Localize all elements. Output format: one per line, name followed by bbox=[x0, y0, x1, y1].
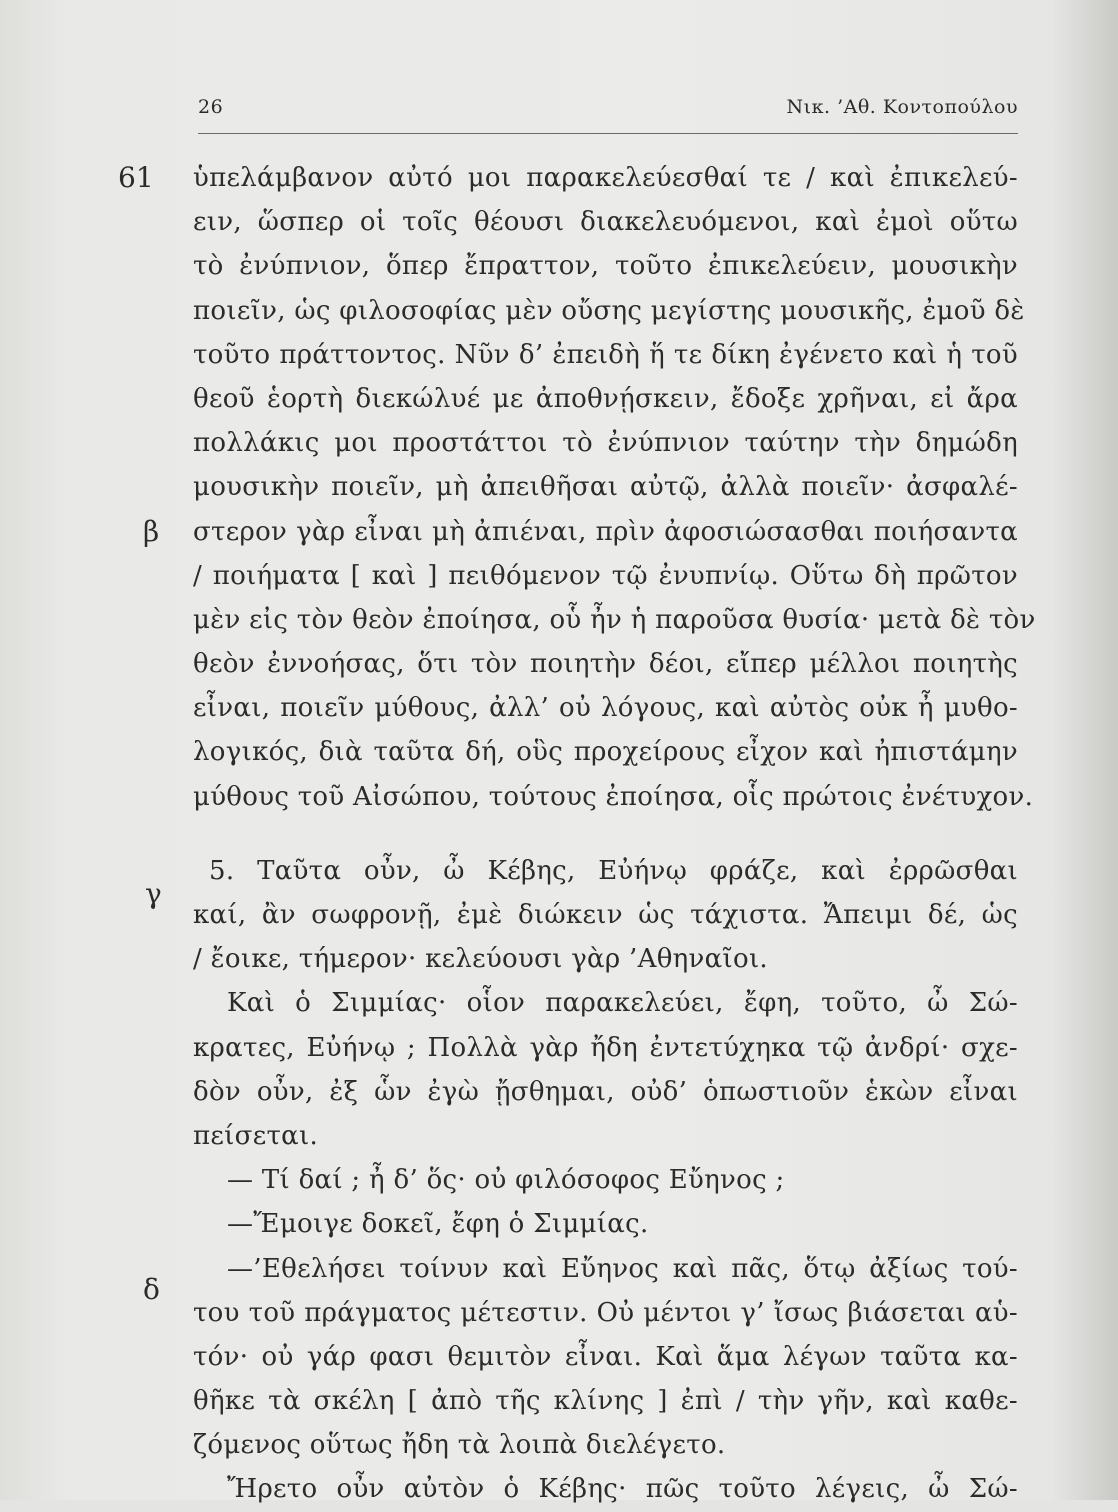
text-line: / ποιήματα [ καὶ ] πειθόμενον τῷ ἐνυπνίῳ. Οὕτω δὴ πρῶτον bbox=[193, 560, 1018, 591]
header-rule bbox=[198, 133, 1018, 134]
text-line: τοῦτο πράττοντος. Νῦν δ’ ἐπειδὴ ἥ τε δίκη ἐγένετο καὶ ἡ τοῦ bbox=[193, 339, 1018, 370]
text-line: πείσεται. bbox=[193, 1120, 319, 1151]
running-title: Νικ. ’Αθ. Κοντοπούλου bbox=[786, 96, 1018, 118]
margin-marker-d: δ bbox=[143, 1273, 160, 1306]
main-text bbox=[193, 156, 1036, 1512]
page-number: 26 bbox=[198, 96, 224, 118]
text-line: πολλάκις μοι προστάττοι τὸ ἐνύπνιον ταύτην τὴν δημώδη bbox=[193, 428, 1018, 459]
text-line: στερον γὰρ εἶναι μὴ ἀπιέναι, πρὶν ἀφοσιώσασθαι ποιήσαντα bbox=[193, 516, 1018, 547]
text-line: θεοῦ ἑορτὴ διεκώλυέ με ἀποθνῄσκειν, ἔδοξε χρῆναι, εἰ ἄρα bbox=[193, 383, 1018, 414]
text-line: μὲν εἰς τὸν θεὸν ἐποίησα, οὗ ἦν ἡ παροῦσα θυσία· μετὰ δὲ τὸν bbox=[193, 604, 1036, 635]
dialogue-line: — Τί δαί ; ἦ δ’ ὅς· οὐ φιλόσοφος Εὔηνος ; bbox=[227, 1165, 785, 1196]
dialogue-line: —Ἔμοιγε δοκεῖ, ἔφη ὁ Σιμμίας. bbox=[227, 1209, 649, 1240]
text-line: ποιεῖν, ὡς φιλοσοφίας μὲν οὔσης μεγίστης μουσικῆς, ἐμοῦ δὲ bbox=[193, 295, 1025, 326]
text-line: θῆκε τὰ σκέλη [ ἀπὸ τῆς κλίνης ] ἐπὶ / τὴν γῆν, καὶ καθε- bbox=[193, 1386, 1018, 1417]
text-line: του τοῦ πράγματος μέτεστιν. Οὐ μέντοι γ’ ἴσως βιάσεται αὑ- bbox=[193, 1297, 1018, 1328]
text-line: δὸν οὖν, ἐξ ὧν ἐγὼ ᾔσθημαι, οὐδ’ ὁπωστιοῦν ἑκὼν εἶναι bbox=[193, 1076, 1018, 1107]
paragraph-start: Καὶ ὁ Σιμμίας· οἷον παρακελεύει, ἔφη, τοῦτο, ὦ Σώ- bbox=[227, 988, 1018, 1019]
page-header bbox=[198, 96, 1018, 124]
text-line: εἶναι, ποιεῖν μύθους, ἀλλ’ οὐ λόγους, καὶ αὐτὸς οὐκ ἦ μυθο- bbox=[193, 693, 1018, 724]
text-line: λογικός, διὰ ταῦτα δή, οὓς προχείρους εἶχον καὶ ἠπιστάμην bbox=[193, 737, 1018, 768]
margin-marker-b: β bbox=[143, 515, 160, 548]
text-line: / ἔοικε, τήμερον· κελεύουσι γὰρ ’Αθηναῖοι. bbox=[193, 944, 769, 975]
margin-section-61: 61 bbox=[118, 161, 154, 194]
paragraph-start: Ἤρετο οὖν αὐτὸν ὁ Κέβης· πῶς τοῦτο λέγεις, ὦ Σώ- bbox=[227, 1474, 1018, 1505]
margin-marker-g: γ bbox=[145, 877, 162, 910]
text-line: τόν· οὐ γάρ φασι θεμιτὸν εἶναι. Καὶ ἅμα λέγων ταῦτα κα- bbox=[193, 1341, 1018, 1372]
text-line: μουσικὴν ποιεῖν, μὴ ἀπειθῆσαι αὐτῷ, ἀλλὰ ποιεῖν· ἀσφαλέ- bbox=[193, 472, 1018, 503]
text-line: μύθους τοῦ Αἰσώπου, τούτους ἐποίησα, οἷς πρώτοις ἐνέτυχον. bbox=[193, 781, 1034, 812]
dialogue-line: —’Εθελήσει τοίνυν καὶ Εὔηνος καὶ πᾶς, ὅτῳ ἀξίως τού- bbox=[227, 1253, 1018, 1284]
section-5-start: 5. Ταῦτα οὖν, ὦ Κέβης, Εὐήνῳ φράζε, καὶ ἐρρῶσθαι bbox=[209, 855, 1018, 886]
text-line: ζόμενος οὕτως ἤδη τὰ λοιπὰ διελέγετο. bbox=[193, 1430, 726, 1461]
text-line: θεὸν ἐννοήσας, ὅτι τὸν ποιητὴν δέοι, εἴπερ μέλλοι ποιητὴς bbox=[193, 649, 1018, 680]
text-line: τὸ ἐνύπνιον, ὅπερ ἔπραττον, τοῦτο ἐπικελεύειν, μουσικὴν bbox=[193, 251, 1018, 282]
text-line: ειν, ὥσπερ οἱ τοῖς θέουσι διακελευόμενοι, καὶ ἐμοὶ οὕτω bbox=[193, 207, 1018, 238]
text-line: κρατες, Εὐήνῳ ; Πολλὰ γὰρ ἤδη ἐντετύχηκα τῷ ἀνδρί· σχε- bbox=[193, 1032, 1018, 1063]
text-line: ὑπελάμβανον αὐτό μοι παρακελεύεσθαί τε / καὶ ἐπικελεύ- bbox=[193, 163, 1018, 193]
text-line: καί, ἂν σωφρονῇ, ἐμὲ διώκειν ὡς τάχιστα. Ἄπειμι δέ, ὡς bbox=[193, 900, 1018, 930]
